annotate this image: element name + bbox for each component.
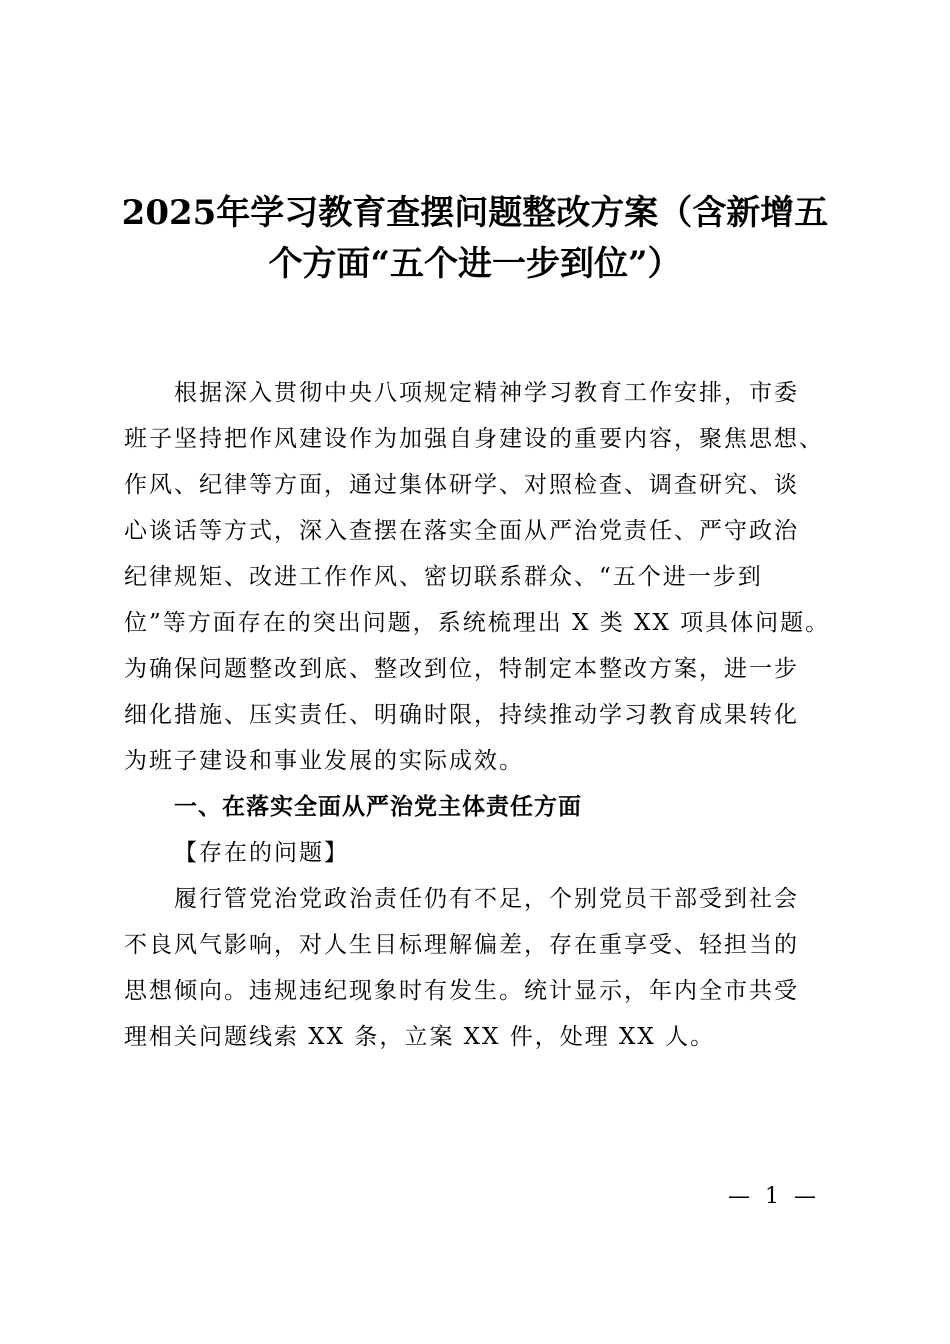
problems-subheading: 【存在的问题】: [174, 840, 349, 866]
problem-line-1: 履行管党治党政治责任仍有不足，个别党员干部受到社会: [174, 886, 799, 912]
intro-line-4: 心谈话等方式，深入查摆在落实全面从严治党责任、严守政治: [124, 518, 799, 544]
problem-line-3: 思想倾向。违规违纪现象时有发生。统计显示，年内全市共受: [124, 978, 799, 1004]
problem-line-2: 不良风气影响，对人生目标理解偏差，存在重享受、轻担当的: [124, 932, 799, 958]
section-heading: 一、在落实全面从严治党主体责任方面: [174, 794, 582, 820]
intro-line-7: 为确保问题整改到底、整改到位，特制定本整改方案，进一步: [124, 656, 799, 682]
document-title: [100, 188, 850, 290]
intro-line-5: 纪律规矩、改进工作作风、密切联系群众、“五个进一步到: [124, 564, 763, 590]
problem-line-4: 理相关问题线索 XX 条，立案 XX 件，处理 XX 人。: [124, 1024, 716, 1050]
document-body: [124, 370, 831, 1060]
intro-line-1: 根据深入贯彻中央八项规定精神学习教育工作安排，市委: [174, 380, 799, 406]
title-line-1: 2025年学习教育查摆问题整改方案（含新增五: [121, 193, 829, 233]
intro-line-9: 为班子建设和事业发展的实际成效。: [124, 748, 524, 774]
intro-line-3: 作风、纪律等方面，通过集体研学、对照检查、调查研究、谈: [124, 472, 799, 498]
intro-line-2: 班子坚持把作风建设作为加强自身建设的重要内容，聚焦思想、: [124, 426, 824, 452]
intro-line-8: 细化措施、压实责任、明确时限，持续推动学习教育成果转化: [124, 702, 799, 728]
page-number: — 1 —: [728, 1184, 820, 1209]
intro-line-6: 位”等方面存在的突出问题，系统梳理出 X 类 XX 项具体问题。: [124, 610, 831, 636]
title-line-2: 个方面“五个进一步到位”）: [268, 244, 682, 284]
